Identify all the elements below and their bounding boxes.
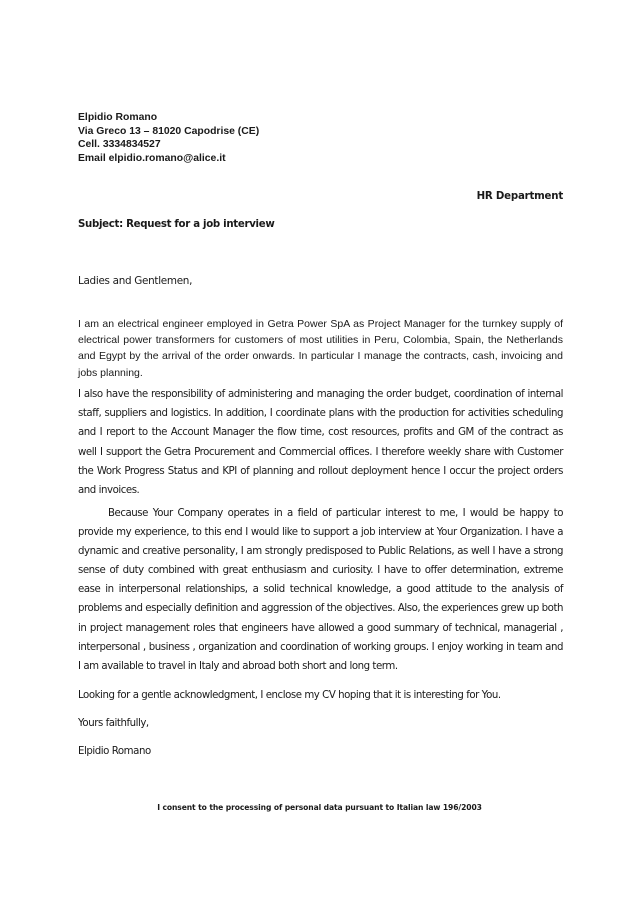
sender-block — [78, 111, 378, 165]
sender-name: Elpidio Romano — [78, 112, 158, 123]
sender-email: Email elpidio.romano@alice.it — [78, 152, 226, 164]
sender-phone: Cell. 3334834527 — [78, 139, 161, 151]
recipient: HR Department — [476, 191, 563, 202]
body-paragraph-responsibilities: I also have the responsibility of administering and managing the order budget, coordination of internal staff, suppliers and logistics. In addition, I coordinate plans with the production for activities scheduling and I report to the Account Manager the flow time, cost resources, profits and GM of the contract as well I support the Getra Procurement and Commercial offices. I therefore weekly share with Customer the Work Progress Status and KPI of planning and rollout deployment hence I occur the project orders and invoices. — [78, 389, 563, 497]
privacy-consent-footer: I consent to the processing of personal data pursuant to Italian law 196/2003 — [157, 803, 482, 812]
closing-paragraph: Looking for a gentle acknowledgment, I enclose my CV hoping that it is interesting for You. — [78, 690, 501, 701]
body-paragraph-intro: I am an electrical engineer employed in Getra Power SpA as Project Manager for the turnkey supply of electrical power transformers for customers of most utilities in Peru, Colombia, Spain, the Netherlands and Egypt by the arrival of the order onwards. In particular I manage the contracts, cash, invoicing and jobs planning. — [78, 318, 563, 379]
subject-line: Subject: Request for a job interview — [78, 219, 275, 230]
signature-name: Elpidio Romano — [78, 746, 151, 757]
sender-address: Via Greco 13 – 81020 Capodrise (CE) — [78, 125, 260, 137]
body-paragraph-motivation: Because Your Company operates in a field of particular interest to me, I would be happy to provide my experience, to this end I would like to support a job interview at Your Organization. I have a dynamic and creative personality, I am strongly predisposed to Public Relations, as well I have a strong sense of duty combined with great enthusiasm and curiosity. I have to offer determination, extreme ease in interpersonal relationships, a solid technical knowledge, a good attitude to the analysis of problems and especially definition and aggression of the objectives. Also, the experiences grew up both in project management roles that engineers have allowed a good summary of technical, managerial , interpersonal , business , organization and coordination of working groups. I enjoy working in team and I am available to travel in Italy and abroad both short and long term. — [78, 508, 563, 672]
greeting: Ladies and Gentlemen, — [78, 275, 193, 287]
sign-off: Yours faithfully, — [78, 718, 149, 729]
